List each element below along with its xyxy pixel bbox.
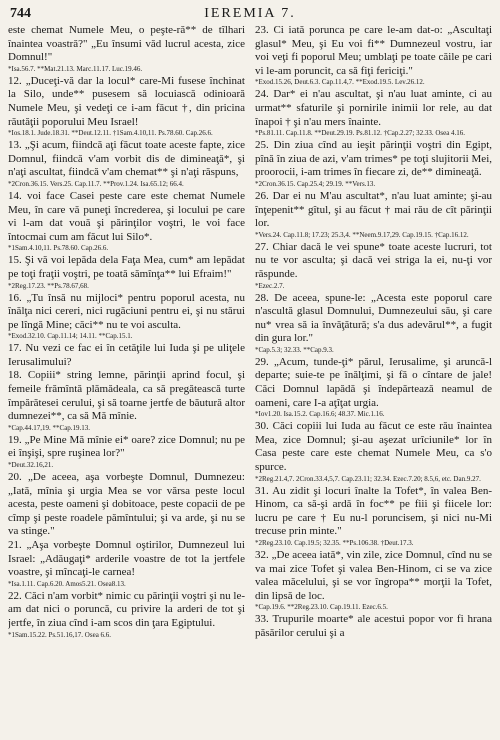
- verse-text: 21. „Aşa vorbeşte Domnul oştirilor, Dumnezeul lui Israel: „Adăugaţi* arderile voastre de tot la jertfele voastre, şi mîncaţi-le carnea!: [8, 539, 245, 579]
- verse: [8, 369, 245, 432]
- text-columns: [8, 24, 492, 641]
- cross-reference: *2Reg.17.23. **Ps.78.67,68.: [8, 281, 89, 290]
- page-header: [8, 6, 492, 24]
- verse-text: 31. Au zidit şi locuri înalte la Tofet*, în valea Ben-Hinom, ca să-şi ardă în foc** pe fiii şi fiicele lor: lucru pe care † Eu nu-l poruncisem, şi nici nu-Mi trecuse prin minte.": [255, 484, 492, 538]
- verse-text: 12. „Duceţi-vă dar la locul* care-Mi fusese închinat la Silo, unde** pusesem să locuiască odinioară Numele Meu, şi vedeţi ce i-am făcut †, din pricina răutăţii poporului Meu Israel!: [8, 74, 245, 128]
- verse: [255, 485, 492, 548]
- verse: [255, 88, 492, 138]
- verse: [255, 292, 492, 355]
- verse: [8, 75, 245, 138]
- verse: [255, 139, 492, 189]
- verse: [255, 549, 492, 612]
- verse: [8, 471, 245, 539]
- verse-text: 23. Ci iată porunca pe care le-am dat-o: „Ascultaţi glasul* Meu, şi Eu voi fi** Dumnezeul vostru, iar voi veţi fi poporul Meu; umblaţi pe toate căile pe cari vi le-am poruncit, ca să fiţi fericiţi.": [255, 24, 492, 77]
- verse-text: 27. Chiar dacă le vei spune* toate aceste lucruri, tot nu te vor asculta; şi dacă vei striga la ei, nu-ţi vor răspunde.: [255, 240, 492, 280]
- cross-reference: *2Reg.23.10. Cap.19.5; 32.35. **Ps.106.38. †Deut.17.3.: [255, 539, 414, 547]
- verse-text: 22. Căci n'am vorbit* nimic cu părinţii voştri şi nu le-am dat nici o poruncă, cu privire la arderi de tot şi jertfe, în ziua cînd i-am scos din ţara Egiptului.: [8, 589, 245, 629]
- verse-text: 32. „De aceea iată*, vin zile, zice Domnul, cînd nu se va mai zice Tofet şi valea Ben-Hinom, ci se va zice valea măcelului, şi se vor îngropa** morţii la Tofet, din lipsă de loc.: [255, 549, 492, 602]
- cross-reference: *Ps.81.11. Cap.11.8. **Deut.29.19. Ps.81.12. †Cap.2.27; 32.33. Osea 4.16.: [255, 129, 466, 138]
- verse-text: 25. Din ziua cînd au ieşit părinţii voştri din Egipt, pînă în ziua de azi, v'am trimes* pe toţi slujitorii Mei, proorocii, i-am trimes în fiecare zi, de** dimineaţă.: [255, 139, 492, 179]
- verse-text: 19. „Pe Mine Mă mînie ei* oare? zice Domnul; nu pe ei înşişi, spre ruşinea lor?": [8, 433, 245, 460]
- verse-text: 16. „Tu însă nu mijloci* pentru poporul acesta, nu înălţa nici cereri, nici rugăciuni pentru ei, şi nu stărui pe lîngă Mine; căci** nu te voi asculta.: [8, 291, 245, 331]
- cross-reference: *Deut.32.16,21.: [8, 461, 54, 470]
- verse-text: 18. Copiii* string lemne, părinţii aprind focul, şi femeile frămîntă plămădeala, ca să pregătească turte împărătesei cerului, şi să toarne jertfe de băutură altor dumnezei**, ca să Mă mînie.: [8, 369, 245, 423]
- verse: [8, 139, 245, 189]
- cross-reference: *Iov1.20. Isa.15.2. Cap.16.6; 48.37. Mic.1.16.: [255, 410, 385, 419]
- cross-reference: *Vers.24. Cap.11.8; 17.23; 25.3,4. **Neem.9.17,29. Cap.19.15. †Cap.16.12.: [255, 230, 469, 239]
- verse: [8, 190, 245, 253]
- cross-reference: *Exod.32.10. Cap.11.14; 14.11. **Cap.15.1.: [8, 332, 133, 341]
- verse-text: 33. Trupurile moarte* ale acestui popor vor fi hrana păsărilor cerului şi a: [255, 613, 492, 639]
- verse: [255, 24, 492, 87]
- cross-reference: *Exod.15.26, Deut.6.3. Cap.11.4,7. **Exod.19.5. Lev.26.12.: [255, 78, 425, 87]
- verse-text: 20. „De aceea, aşa vorbeşte Domnul, Dumnezeu: „Iată, mînia şi urgia Mea se vor vărsa peste locul acesta, peste oameni şi dobitoace, peste copacii de pe cîmp şi peste roadele pămîntului; şi va arde, şi nu se va stinge.": [8, 471, 245, 538]
- left-column: [8, 24, 245, 641]
- verse-text: este chemat Numele Meu, o peşte-ră** de tîlhari înaintea voastră?" „Eu însumi văd lucrul acesta, zice Domnul!": [8, 24, 245, 64]
- verse: [8, 590, 245, 640]
- verse-text: 14. voi face Casei peste care este chemat Numele Meu, în care vă puneţi încrederea, şi locului pe care vi l-am dat vouă şi părinţilor voştri, le voi face întocmai cum am făcut lui Silo*.: [8, 189, 245, 243]
- verse: [8, 342, 245, 369]
- cross-reference: *Ios.18.1. Jude.18.31. **Deut.12.11. †1Sam.4.10,11. Ps.78.60. Cap.26.6.: [8, 129, 213, 138]
- running-title: IEREMIA 7.: [204, 6, 296, 21]
- cross-reference: *2Cron.36.15. Cap.25.4; 29.19. **Vers.13.: [255, 179, 376, 188]
- verse-text: 29. „Acum, tunde-ţi* părul, Ierusalime, şi aruncă-l departe; suie-te pe înălţimi, şi fă o cîntare de jale! Căci Domnul lapădă şi îndepărtează neamul de oameni, care I-a aţîţat urgia.: [255, 355, 492, 409]
- cross-reference: *1Sam.15.22. Ps.51.16,17. Osea 6.6.: [8, 630, 112, 639]
- cross-reference: *Cap.5.3; 32.33. **Cap.9.3.: [255, 345, 334, 354]
- cross-reference: *1Sam.4.10,11. Ps.78.60. Cap.26.6.: [8, 244, 109, 253]
- verse: [8, 434, 245, 470]
- page-number: 744: [10, 6, 31, 21]
- verse-text: 24. Dar* ei n'au ascultat, şi n'au luat aminte, ci au urmat** sfaturile şi pornirile inimii lor rele, au dat înapoi † şi n'au mers înainte.: [255, 88, 492, 128]
- cross-reference: *Isa.1.11. Cap.6.20. Amos5.21. Osea8.13.: [8, 579, 126, 588]
- cross-reference: *Ezec.2.7.: [255, 281, 285, 290]
- verse-text: 28. De aceea, spune-le: „Acesta este poporul care n'ascultă glasul Domnului, Dumnezeului său, şi care nu* vrea să ia învăţătură; s'a dus adevărul**, a fugit din gura lor.": [255, 291, 492, 345]
- right-column: [255, 24, 492, 641]
- verse: [255, 241, 492, 291]
- verse-text: 15. Şi vă voi lepăda dela Faţa Mea, cum* am lepădat pe toţi fraţii voştri, pe toată sămînţa** lui Efraim!": [8, 254, 245, 280]
- verse: [8, 24, 245, 74]
- verse: [255, 356, 492, 419]
- verse: [8, 539, 245, 589]
- verse: [255, 190, 492, 240]
- cross-reference: *Isa.56.7. **Mat.21.13. Marc.11.17. Luc.19.46.: [8, 64, 143, 73]
- cross-reference: *Cap.19.6. **2Reg.23.10. Cap.19.11. Ezec.6.5.: [255, 603, 388, 612]
- verse: [8, 254, 245, 290]
- verse: [8, 292, 245, 342]
- verse-text: 30. Căci copiii lui Iuda au făcut ce este rău înaintea Mea, zice Domnul; şi-au aşezat urîciunile* lor în Casa peste care este chemat Numele Meu, ca s'o spurce.: [255, 420, 492, 474]
- verse-text: 26. Dar ei nu M'au ascultat*, n'au luat aminte; şi-au înţepenit** gîtul, şi au făcut † mai rău de cît părinţii lor.: [255, 189, 492, 230]
- verse-text: 17. Nu vezi ce fac ei în cetăţile lui Iuda şi pe uliţele Ierusalimului?: [8, 342, 245, 368]
- cross-reference: *Cap.44.17,19. **Cap.19.13.: [8, 423, 91, 432]
- cross-reference: *2Reg.21.4,7. 2Cron.33.4,5,7. Cap.23.11; 32.34. Ezec.7.20; 8.5,6, etc. Dan.9.27.: [255, 474, 481, 483]
- verse-text: 13. „Şi acum, fiindcă aţi făcut toate aceste fapte, zice Domnul, fiindcă v'am vorbit dis de dimineaţă*, şi n'aţi ascultat, fiindcă v'am chemat** şi n'aţi răspuns,: [8, 139, 245, 179]
- cross-reference: *2Cron.36.15. Vers.25. Cap.11.7. **Prov.1.24. Isa.65.12; 66.4.: [8, 179, 184, 188]
- verse: [255, 420, 492, 483]
- verse: [255, 613, 492, 640]
